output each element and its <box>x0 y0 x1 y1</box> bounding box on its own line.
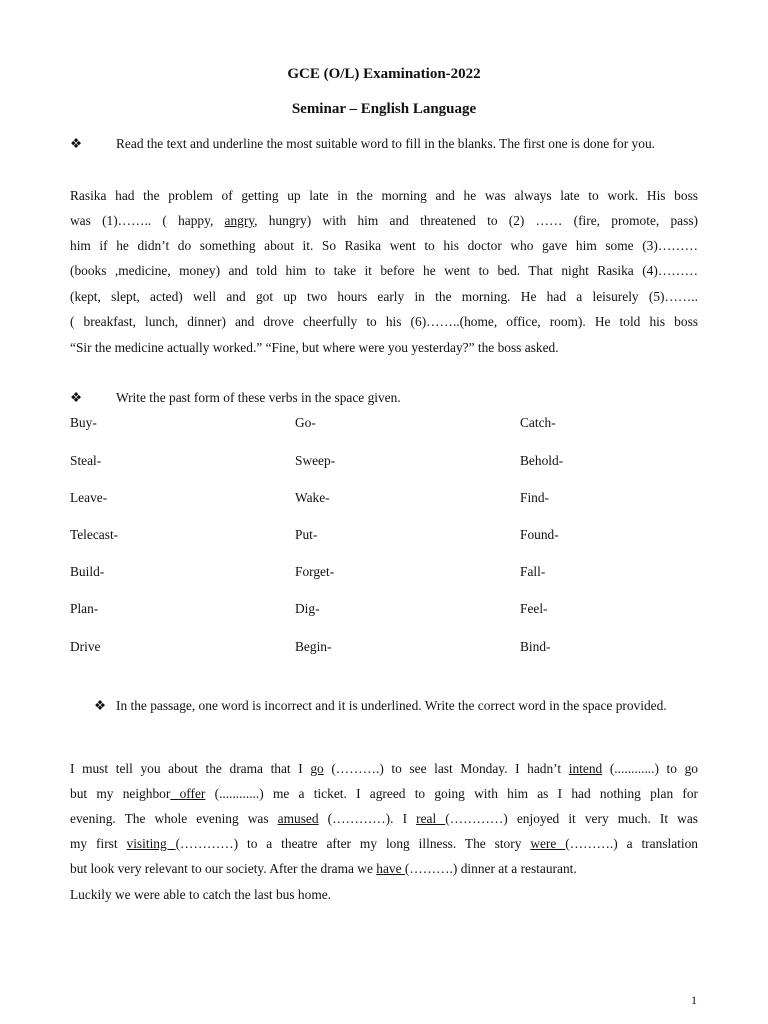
passage-1-line: (kept, slept, acted) well and got up two hours early in the morning. He had a leisurely (5)…….. <box>70 289 698 304</box>
instruction-3-text: In the passage, one word is incorrect and it is underlined. Write the correct word in the space provided. <box>116 698 667 713</box>
passage-2-line: my first visiting (…………) to a theatre after my long illness. The story were (……….) a translation <box>70 836 698 851</box>
diamond-bullet-icon: ❖ <box>94 698 107 713</box>
verb-item: Buy- <box>70 415 97 430</box>
verb-item: Drive <box>70 639 101 654</box>
underlined-word: intend <box>568 761 603 776</box>
instruction-1-text: Read the text and underline the most suitable word to fill in the blanks. The first one is done for you. <box>116 136 655 151</box>
verb-item: Put- <box>295 527 318 542</box>
passage-2-line: but my neighbor offer (............) me a ticket. I agreed to going with him as I had nothing plan for <box>70 786 699 801</box>
underlined-word: real <box>416 811 446 826</box>
page-title: GCE (O/L) Examination-2022 <box>287 66 481 82</box>
underlined-word: offer <box>170 786 206 801</box>
passage-2-line: but look very relevant to our society. After the drama we have (……….) dinner at a restaurant. <box>70 861 577 876</box>
verb-item: Plan- <box>70 601 99 616</box>
diamond-bullet-icon: ❖ <box>70 390 83 405</box>
passage-1-line: Rasika had the problem of getting up late in the morning and he was always late to work. His boss <box>70 188 698 203</box>
page-number: 1 <box>691 993 697 1007</box>
verb-item: Found- <box>520 527 559 542</box>
verb-item: Sweep- <box>295 453 336 468</box>
verb-item: Go- <box>295 415 316 430</box>
instruction-1 <box>70 135 700 152</box>
underlined-word: go <box>310 761 324 776</box>
passage-1-line: ( breakfast, lunch, dinner) and drove cheerfully to his (6)……..(home, office, room). He told his boss <box>70 314 698 329</box>
verb-item: Dig- <box>295 601 320 616</box>
passage-2-line: Luckily we were able to catch the last bus home. <box>70 887 332 902</box>
instruction-2 <box>70 389 700 406</box>
passage-1-line: (books ,medicine, money) and told him to take it before he went to bed. That night Rasika (4)……… <box>70 263 698 278</box>
verb-item: Telecast- <box>70 527 119 542</box>
verb-item: Bind- <box>520 639 551 654</box>
diamond-bullet-icon: ❖ <box>70 136 83 151</box>
passage-2-line: evening. The whole evening was amused (…………). I real (…………) enjoyed it very much. It was <box>70 811 698 826</box>
underlined-word: amused <box>277 811 319 826</box>
underlined-word: have <box>376 861 405 876</box>
passage-1-line: him if he didn’t do something about it. So Rasika went to his doctor who gave him some (3)……… <box>70 238 698 253</box>
underlined-answer: angry <box>224 213 255 228</box>
verb-item: Find- <box>520 490 550 505</box>
verb-item: Wake- <box>295 490 330 505</box>
verb-item: Fall- <box>520 564 546 579</box>
verb-item: Behold- <box>520 453 564 468</box>
verb-item: Forget- <box>295 564 335 579</box>
underlined-word: visiting <box>126 836 176 851</box>
verb-item: Leave- <box>70 490 108 505</box>
instruction-3 <box>94 696 700 715</box>
verb-item: Catch- <box>520 415 556 430</box>
verb-item: Steal- <box>70 453 102 468</box>
passage-2-line: I must tell you about the drama that I go (……….) to see last Monday. I hadn’t intend (............) to go <box>70 761 698 776</box>
verb-item: Build- <box>70 564 105 579</box>
page-subtitle: Seminar – English Language <box>291 101 477 117</box>
passage-1-line: “Sir the medicine actually worked.” “Fine, but where were you yesterday?” the boss asked. <box>70 340 559 355</box>
passage-1-line: was (1)…….. ( happy, angry, hungry) with him and threatened to (2) …… (fire, promote, pass) <box>70 213 698 228</box>
underlined-word: were <box>530 836 566 851</box>
verb-item: Begin- <box>295 639 332 654</box>
verb-item: Feel- <box>520 601 548 616</box>
instruction-2-text: Write the past form of these verbs in the space given. <box>116 390 401 405</box>
